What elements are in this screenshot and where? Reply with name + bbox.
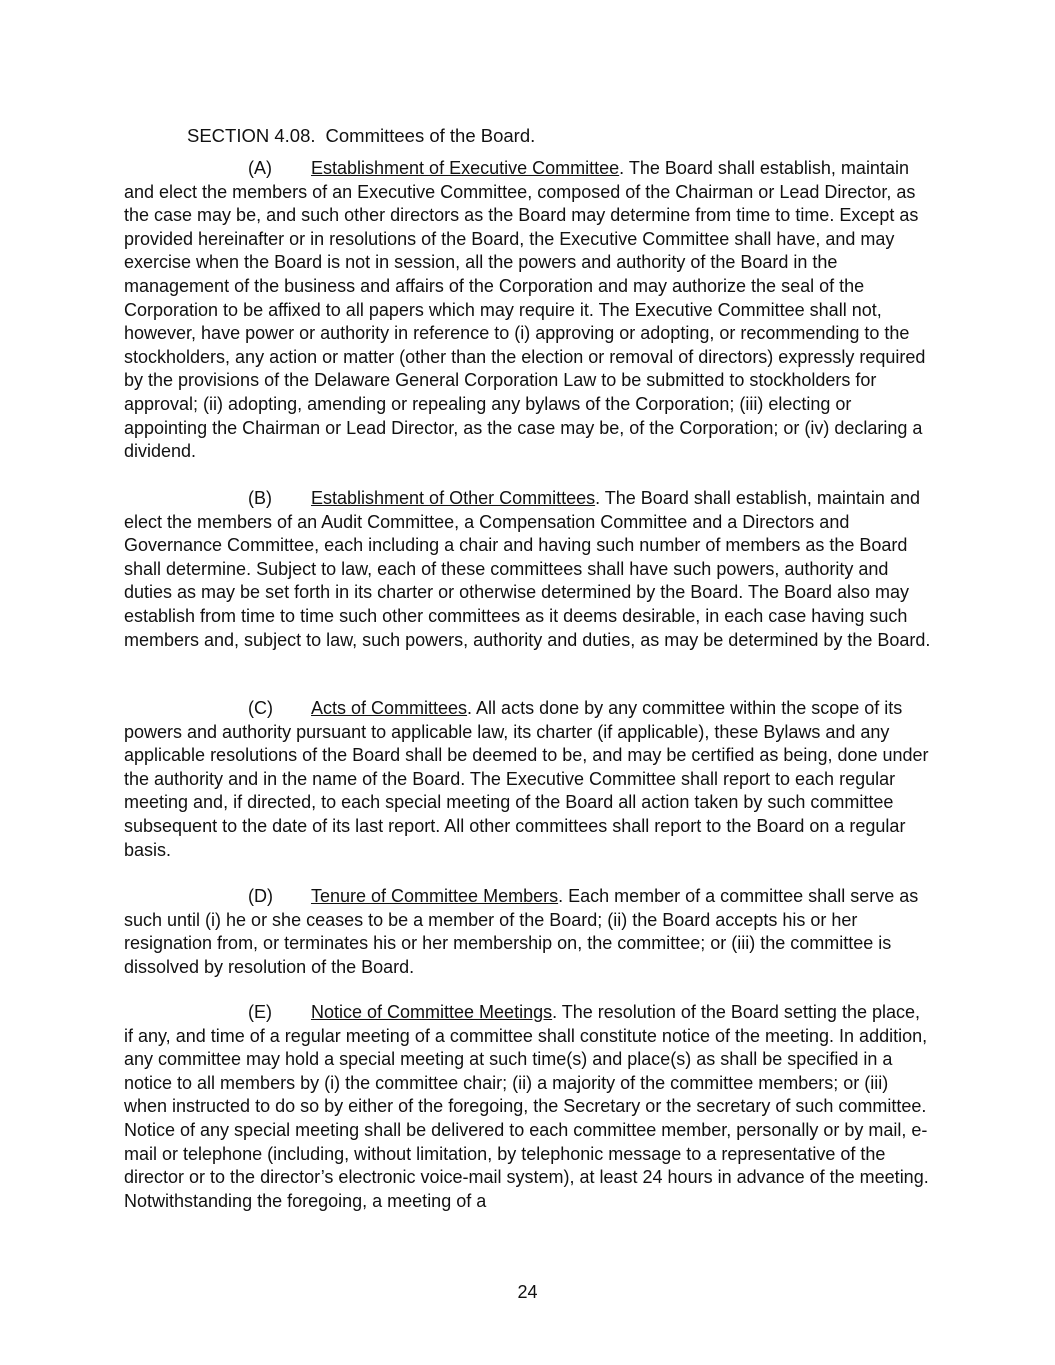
section-title: Committees of the Board. bbox=[325, 125, 536, 146]
paragraph-text: . All acts done by any committee within the scope of its powers and authority pursuant to applicable law, its charter (if applicable), these Bylaws and any applicable resolutions of the Board shall be deemed to be, and may be certified as being, done under the authority and in the name of the Board. The Executive Committee shall report to each regular meeting and, if directed, to each special meeting of the Board all action taken by such committee subsequent to the date of its last report. All other committees shall report to the Board on a regular basis. bbox=[124, 698, 929, 860]
section-number: SECTION 4.08. bbox=[187, 125, 316, 146]
paragraph-caption: Notice of Committee Meetings bbox=[311, 1002, 553, 1022]
paragraph-b bbox=[124, 487, 932, 652]
paragraph-label: (C) bbox=[248, 698, 273, 718]
paragraph-text: . The resolution of the Board setting the place, if any, and time of a regular meeting of a committee shall constitute notice of the meeting. In addition, any committee may hold a special meeting at such time(s) and place(s) as shall be specified in a notice to all members by (i) the committee chair; (ii) a majority of the committee members; or (iii) when instructed to do so by either of the foregoing, the Secretary or the secretary of such committee. Notice of any special meeting shall be delivered to each committee member, personally or by mail, e-mail or telephone (including, without limitation, by telephonic message to a representative of the director or to the director’s electronic voice-mail system), at least 24 hours in advance of the meeting. Notwithstanding the foregoing, a meeting of a bbox=[124, 1002, 929, 1211]
paragraph-e bbox=[124, 1001, 932, 1213]
paragraph-caption: Acts of Committees bbox=[311, 698, 468, 718]
paragraph-label: (D) bbox=[248, 886, 273, 906]
section-heading bbox=[187, 124, 535, 148]
paragraph-text: . Each member of a committee shall serve as such until (i) he or she ceases to be a member of the Board; (ii) the Board accepts his or her resignation from, or terminates his or her membership on, the committee; or (iii) the committee is dissolved by resolution of the Board. bbox=[124, 886, 919, 977]
paragraph-text: . The Board shall establish, maintain and elect the members of an Executive Committee, composed of the Chairman or Lead Director, as the case may be, and such other directors as the Board may determine from time to time. Except as provided hereinafter or in resolutions of the Board, the Executive Committee shall have, and may exercise when the Board is not in session, all the powers and authority of the Board in the management of the business and affairs of the Corporation and may authorize the seal of the Corporation to be affixed to all papers which may require it. The Executive Committee shall not, however, have power or authority in reference to (i) approving or adopting, or recommending to the stockholders, any action or matter (other than the election or removal of directors) expressly required by the provisions of the Delaware General Corporation Law to be submitted to stockholders for approval; (ii) adopting, amending or repealing any bylaws of the Corporation; (iii) electing or appointing the Chairman or Lead Director, as the case may be, of the Corporation; or (iv) declaring a dividend. bbox=[124, 158, 926, 462]
paragraph-c bbox=[124, 697, 932, 862]
paragraph-label: (E) bbox=[248, 1002, 272, 1022]
paragraph-label: (A) bbox=[248, 158, 272, 178]
paragraph-label: (B) bbox=[248, 488, 272, 508]
paragraph-d bbox=[124, 885, 932, 979]
paragraph-caption: Establishment of Other Committees bbox=[311, 488, 596, 508]
paragraph-a bbox=[124, 157, 932, 464]
page-number: 24 bbox=[517, 1282, 538, 1302]
paragraph-text: . The Board shall establish, maintain and elect the members of an Audit Committee, a Compensation Committee and a Directors and Governance Committee, each including a chair and having such number of members as the Board shall determine. Subject to law, each of these committees shall have such powers, authority and duties as may be set forth in its charter or otherwise determined by the Board. The Board also may establish from time to time such other committees as it deems desirable, in each case having such members and, subject to law, such powers, authority and duties, as may be determined by the Board. bbox=[124, 488, 931, 650]
paragraph-caption: Tenure of Committee Members bbox=[311, 886, 559, 906]
paragraph-caption: Establishment of Executive Committee bbox=[311, 158, 620, 178]
